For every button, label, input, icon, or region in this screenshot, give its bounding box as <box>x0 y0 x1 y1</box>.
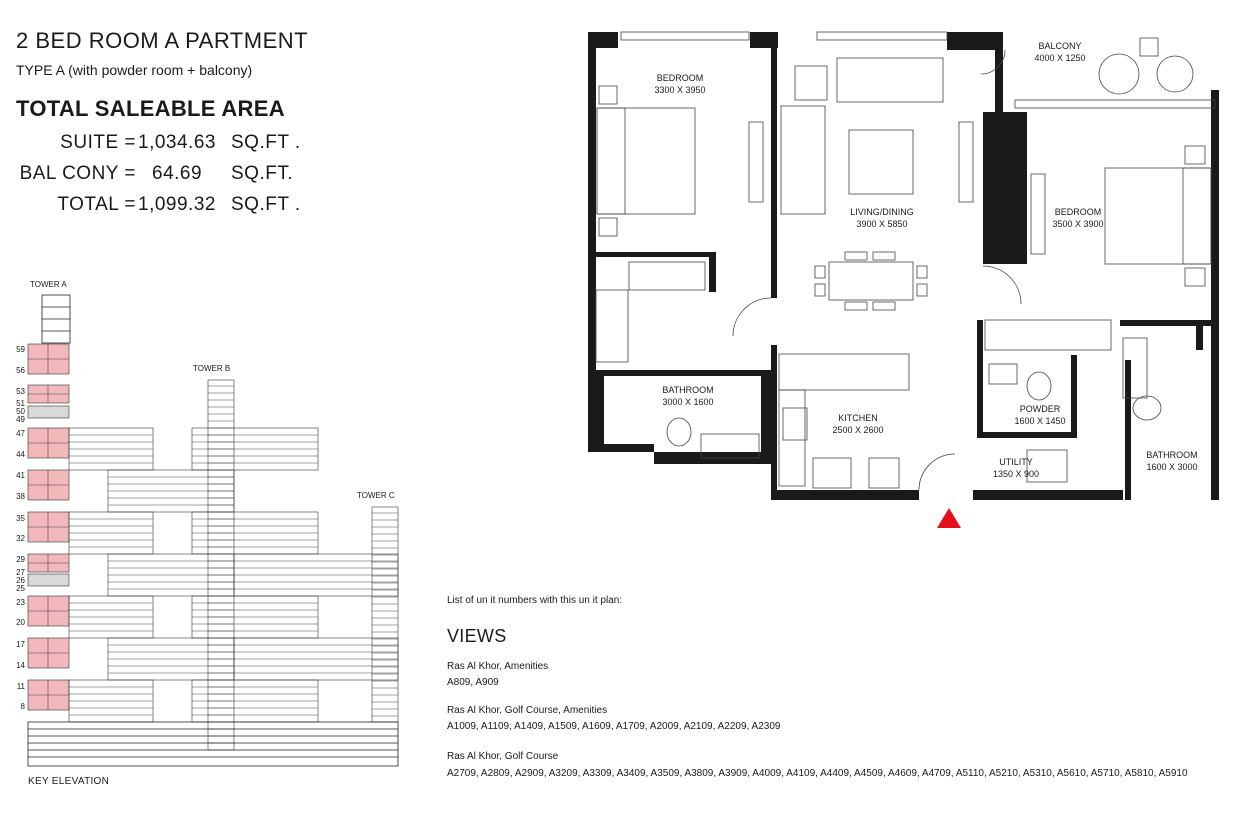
room-size: 3000 X 1600 <box>662 397 714 407</box>
room-label-utility <box>956 456 1076 480</box>
room-label-powder <box>980 403 1100 427</box>
floor-number: 27 <box>16 568 25 577</box>
floor-number: 51 <box>16 399 25 408</box>
area-row-balcony <box>14 163 314 187</box>
area-row-total <box>14 194 314 218</box>
room-size: 3900 X 5850 <box>856 219 908 229</box>
floor-number: 23 <box>16 598 25 607</box>
floor-number: 29 <box>16 555 25 564</box>
floor-number: 59 <box>16 345 25 354</box>
view-name: Ras Al Khor, Golf Course <box>447 751 559 762</box>
unit-list-intro: List of un it numbers with this un it plan: <box>447 595 623 606</box>
floor-number: 41 <box>16 471 25 480</box>
room-name: UTILITY <box>999 457 1033 467</box>
other-unit-block <box>28 574 69 586</box>
floor-number: 25 <box>16 584 25 593</box>
tower-b-column <box>208 380 234 750</box>
entrance-marker <box>937 508 961 528</box>
area-value: 64.69 <box>152 163 203 184</box>
floor-number: 44 <box>16 450 25 459</box>
room-label-bathroom-2 <box>1112 449 1232 473</box>
view-name: Ras Al Khor, Amenities <box>447 661 549 672</box>
room-size: 3500 X 3900 <box>1052 219 1104 229</box>
room-size: 1600 X 3000 <box>1146 462 1198 472</box>
saleable-area-heading: TOTAL SALEABLE AREA <box>16 96 285 121</box>
room-size: 1350 X 900 <box>992 469 1040 479</box>
room-name: LIVING/DINING <box>850 207 914 217</box>
room-size: 4000 X 1250 <box>1034 53 1086 63</box>
view-units: A809, A909 <box>447 677 499 688</box>
room-name: BEDROOM <box>656 73 704 83</box>
floor-number: 14 <box>16 661 25 670</box>
view-units: A2709, A2809, A2909, A3209, A3309, A3409, A3509, A3809, A3909, A4009, A4109, A4409, A4509, A4609, A4709, A5110, A5210, A5310, A5610, A5710, A5810, A5910 <box>447 768 1188 779</box>
area-value: 1,099.32 <box>138 194 216 215</box>
floor-number: 56 <box>16 366 25 375</box>
room-name: BATHROOM <box>662 385 714 395</box>
area-unit: SQ.FT . <box>231 194 301 215</box>
key-elevation-caption: KEY ELEVATION <box>28 776 110 787</box>
floor-number: 26 <box>16 576 25 585</box>
room-name: KITCHEN <box>838 413 878 423</box>
room-size: 3300 X 3950 <box>654 85 706 95</box>
area-unit: SQ.FT . <box>231 132 301 153</box>
views-heading: VIEWS <box>447 626 507 646</box>
page-title: 2 BED ROOM A PARTMENT <box>16 28 309 53</box>
room-label-kitchen <box>798 412 918 436</box>
area-label: SUITE = <box>60 132 136 153</box>
room-label-bedroom-2 <box>1018 206 1138 230</box>
area-label: BAL CONY = <box>19 163 136 184</box>
view-name: Ras Al Khor, Golf Course, Amenities <box>447 705 608 716</box>
area-value: 1,034.63 <box>138 132 216 153</box>
area-label: TOTAL = <box>57 194 136 215</box>
tower-c-column <box>372 507 398 722</box>
tower-a-label: TOWER A <box>30 280 67 289</box>
room-label-bathroom-1 <box>628 384 748 408</box>
room-size: 2500 X 2600 <box>832 425 884 435</box>
tower-b-label: TOWER B <box>193 364 231 373</box>
floor-number: 38 <box>16 492 25 501</box>
other-unit-block <box>28 406 69 418</box>
floor-number: 50 <box>16 407 25 416</box>
floor-number: 35 <box>16 514 25 523</box>
room-size: 1600 X 1450 <box>1014 416 1066 426</box>
floor-number: 11 <box>16 682 25 691</box>
room-label-balcony <box>1000 40 1120 64</box>
floor-number: 20 <box>16 618 25 627</box>
floor-number: 8 <box>20 702 25 711</box>
view-units: A1009, A1109, A1409, A1509, A1609, A1709, A2009, A2109, A2209, A2309 <box>447 721 781 732</box>
area-row-suite <box>14 132 314 156</box>
floor-number: 32 <box>16 534 25 543</box>
room-label-living-dining <box>822 206 942 230</box>
area-unit: SQ.FT. <box>231 163 294 184</box>
room-name: POWDER <box>1019 404 1061 414</box>
unit-type-subtitle: TYPE A (with powder room + balcony) <box>16 62 253 78</box>
room-label-bedroom-1 <box>620 72 740 96</box>
room-name: BEDROOM <box>1054 207 1102 217</box>
room-name: BATHROOM <box>1146 450 1198 460</box>
tower-c-label: TOWER C <box>357 491 395 500</box>
key-elevation-drawing <box>0 290 420 775</box>
room-name: BALCONY <box>1038 41 1082 51</box>
floor-number: 53 <box>16 387 25 396</box>
floor-number: 49 <box>16 415 25 424</box>
floor-number: 47 <box>16 429 25 438</box>
floor-number: 17 <box>16 640 25 649</box>
